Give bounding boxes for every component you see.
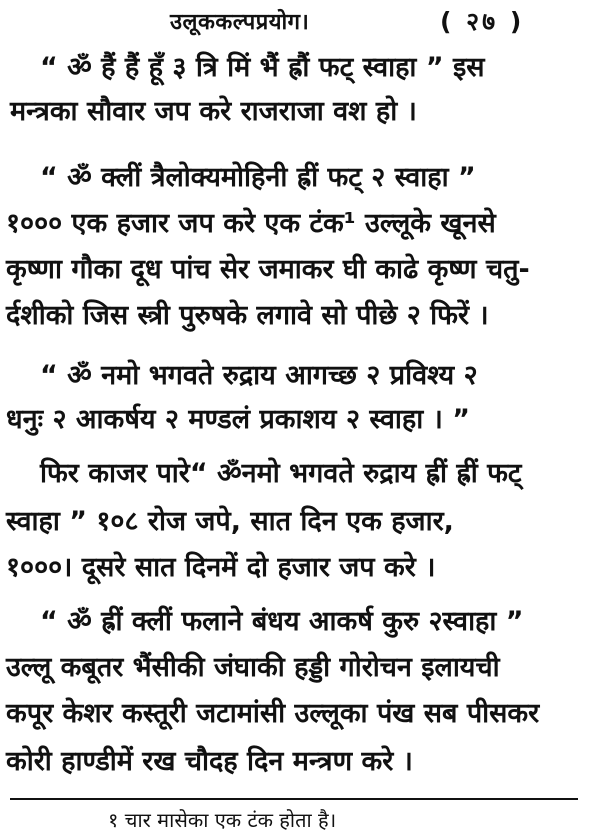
text-line-15: कोरी हाण्डीमें रख चौदह दिन मन्त्रण करे । — [6, 746, 413, 777]
text-line-2: मन्त्रका सौवार जप करे राजराजा वश हो । — [10, 96, 417, 127]
running-title: उलूककल्पप्रयोग। — [170, 10, 310, 35]
page-number: ( २७ ) — [440, 7, 525, 36]
text-line-14: कपूर केशर कस्तूरी जटामांसी उल्लूका पंख सब पीसकर — [6, 698, 540, 729]
page-header — [0, 4, 600, 38]
text-line-7: “ ॐ नमो भगवते रुद्राय आगच्छ २ प्रविश्य २ — [40, 360, 478, 391]
text-line-5: कृष्णा गौका दूध पांच सेर जमाकर घी काढे कृष्ण चतु- — [6, 254, 530, 285]
text-line-10: स्वाहा ” १०८ रोज जपे, सात दिन एक हजार, — [6, 506, 454, 537]
text-line-8: धनुः २ आकर्षय २ मण्डलं प्रकाशय २ स्वाहा । ” — [6, 404, 471, 435]
text-line-1: “ ॐ हैं हैं हूँ ३ त्रि मिं भैं ह्रौं फट् स्वाहा ” इस — [40, 52, 485, 83]
footnote: १ चार मासेका एक टंक होता है। — [108, 808, 337, 832]
text-line-9: फिर काजर पारे“ ॐनमो भगवते रुद्राय ह्रीं ह्रीं फट् — [40, 458, 522, 489]
text-line-6: र्दशीको जिस स्त्री पुरुषके लगावे सो पीछे २ फिरें । — [6, 300, 489, 331]
text-line-13: उल्लू कबूतर भैंसीकी जंघाकी हड्डी गोरोचन इलायची — [6, 652, 500, 683]
text-line-3: “ ॐ क्लीं त्रैलोक्यमोहिनी ह्रीं फट् २ स्वाहा ” — [40, 162, 476, 193]
text-line-12: “ ॐ ह्रीं क्लीं फलाने बंधय आकर्ष कुरु २स्वाहा ” — [40, 606, 524, 637]
text-line-4: १००० एक हजार जप करे एक टंक¹ उल्लूके खूनसे — [6, 208, 496, 239]
text-line-11: १०००। दूसरे सात दिनमें दो हजार जप करे । — [6, 552, 436, 583]
footnote-divider — [10, 798, 578, 800]
